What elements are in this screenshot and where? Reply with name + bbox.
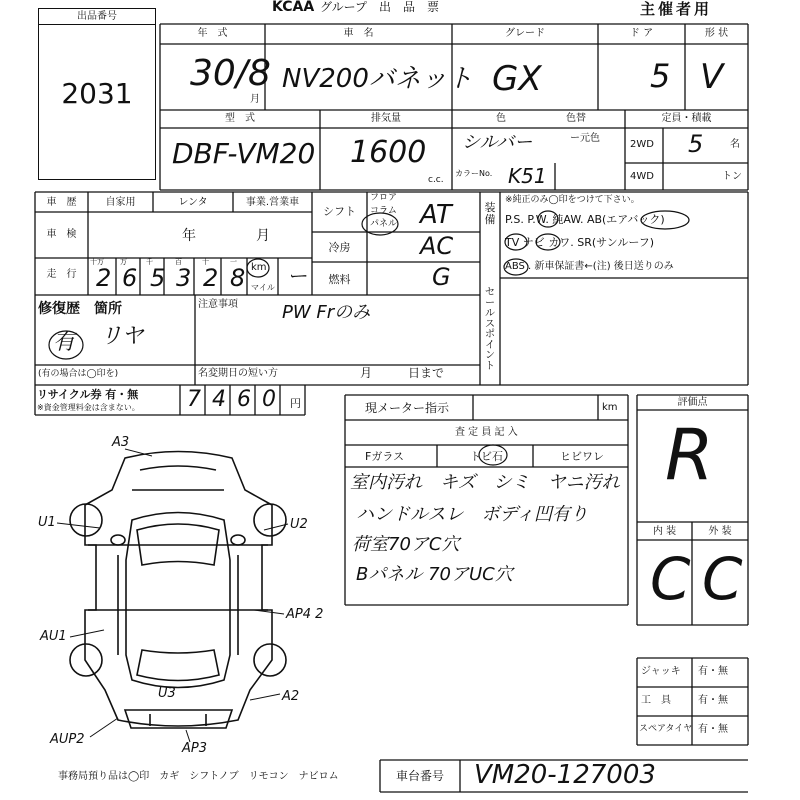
form-title: グループ 出 品 票 xyxy=(320,0,440,14)
recycle-digit: 6 xyxy=(237,387,251,412)
deadline-label: 名変期日の短い方 xyxy=(198,368,278,379)
fuel-label: 燃料 xyxy=(328,273,351,286)
spare-label: スペアタイヤ xyxy=(639,724,693,734)
ac-label: 冷房 xyxy=(328,241,351,254)
mileage-digit: 2 xyxy=(203,264,219,292)
tools-label: 工 具 xyxy=(641,695,671,706)
mileage-digit: 6 xyxy=(122,264,138,292)
spare-yes-no: 有・無 xyxy=(698,724,728,735)
shift-label: シフト xyxy=(323,205,356,218)
load-unit: トン xyxy=(722,171,742,182)
repair-note: (有の場合は◯印を) xyxy=(38,369,119,379)
shift-panel: パネル xyxy=(370,219,398,229)
chassis-value: VM20-127003 xyxy=(474,760,656,790)
name-label: 車 名 xyxy=(343,28,374,39)
shape-label: 形 状 xyxy=(704,28,729,39)
logo: KCAA xyxy=(272,0,315,15)
glass-label: Fガラス xyxy=(365,450,404,463)
shift-floor: フロア xyxy=(370,193,398,203)
lot-label: 出品番号 xyxy=(77,11,117,22)
inspection-year: 年 xyxy=(182,228,196,244)
diagram-annotation: A2 xyxy=(282,689,300,704)
meter-label: 現メーター指示 xyxy=(365,401,450,415)
interior-value: C xyxy=(650,545,691,613)
inspection-line: ハンドルスレ ボディ凹有り xyxy=(356,504,589,525)
equip-row1: P.S. P.W. 純AW. AB(エアバック) xyxy=(505,213,665,226)
color-value: シルバー xyxy=(462,132,533,153)
color-no-value: K51 xyxy=(508,164,547,188)
original-color: ー元色 xyxy=(570,133,600,144)
diagram-annotation: AP4 2 xyxy=(286,607,324,622)
diagram-annotation: U2 xyxy=(290,517,308,532)
inspection-line: 室内汚れ キズ シミ ヤニ汚れ xyxy=(350,472,620,493)
digit-label-1: 万 xyxy=(120,258,127,266)
name-value: NV200バネット xyxy=(282,64,473,94)
tools-yes-no: 有・無 xyxy=(698,695,728,706)
lot-number: 2031 xyxy=(61,77,133,110)
shift-column: コラム xyxy=(370,206,397,216)
year-label: 年 式 xyxy=(197,28,228,39)
displacement-label: 排気量 xyxy=(371,113,401,124)
chassis-label: 車台番号 xyxy=(395,769,444,783)
eval-value: R xyxy=(665,414,714,496)
mileage-digit: 3 xyxy=(176,264,192,292)
meter-unit: km xyxy=(602,402,618,413)
diagram-annotation: AU1 xyxy=(40,629,67,644)
recycle-label: リサイクル券 有・無 xyxy=(37,388,139,401)
recycle-digit: 7 xyxy=(187,387,201,412)
equip-note: ※純正のみ◯印をつけて下さい。 xyxy=(505,195,640,205)
shape-value: V xyxy=(700,57,724,97)
organizer-label: 主催者用 xyxy=(640,0,713,18)
interior-label: 内 装 xyxy=(652,526,677,537)
digit-label-5: 一 xyxy=(230,258,237,266)
deadline-day: 日まで xyxy=(408,366,445,380)
capacity-label: 定員・積載 xyxy=(661,113,712,124)
exterior-label: 外 装 xyxy=(708,526,732,537)
deadline-month: 月 xyxy=(360,366,373,380)
mile-value: ー xyxy=(287,264,307,288)
recycle-digit: 0 xyxy=(262,387,276,412)
color-change-label: 色替 xyxy=(566,113,586,124)
km-label: km xyxy=(251,262,267,273)
diagram-annotation: AUP2 xyxy=(50,732,85,747)
inspection-line: Bパネル 70アUC穴 xyxy=(356,564,513,585)
equip-row2: TV ナビ カワ. SR(サンルーフ) xyxy=(505,236,655,249)
recycle-unit: 円 xyxy=(290,397,301,410)
recycle-sub: ※資金管理料金は含まない。 xyxy=(37,403,140,412)
notes-label: 注意事項 xyxy=(198,299,238,310)
color-no-label: カラーNo. xyxy=(455,169,493,178)
fuel-value: G xyxy=(432,263,451,291)
jack-yes-no: 有・無 xyxy=(698,666,728,677)
grade-value: GX xyxy=(492,59,542,99)
drive-4wd: 4WD xyxy=(630,171,654,182)
sales-point-label: セールスポイント xyxy=(485,287,495,372)
digit-label-4: 十 xyxy=(202,258,209,266)
color-label: 色 xyxy=(496,113,506,124)
digit-label-0: 十万 xyxy=(90,258,104,266)
cc-unit: c.c. xyxy=(428,175,444,185)
drive-2wd: 2WD xyxy=(630,139,654,150)
diagram-annotation: A3 xyxy=(112,435,130,450)
doors-label: ド ア xyxy=(629,28,654,39)
repair-label: 修復歴 箇所 xyxy=(38,301,122,317)
model-label: 型 式 xyxy=(225,113,255,124)
chip-label: トビ石 xyxy=(470,450,503,463)
notes-value: PW Frのみ xyxy=(282,302,371,323)
mileage-label: 走 行 xyxy=(46,269,77,280)
equip-row3: ABS . 新車保証書←(注) 後日送りのみ xyxy=(505,261,674,272)
car-diagram xyxy=(70,452,286,729)
diagram-annotation: U3 xyxy=(158,686,176,701)
crack-label: ヒビワレ xyxy=(560,450,604,463)
diagram-annotation: U1 xyxy=(38,515,56,530)
mileage-digit: 5 xyxy=(150,264,166,292)
recycle-digit: 4 xyxy=(212,387,226,412)
inspection-label: 車 検 xyxy=(46,229,77,240)
diagram-annotation: AP3 xyxy=(182,741,208,756)
repair-circle-value: 有 xyxy=(53,330,76,355)
inspection-line: 荷室70アC穴 xyxy=(352,534,460,555)
shift-value: AT xyxy=(420,200,452,230)
mileage-digit: 2 xyxy=(96,264,112,292)
exterior-value: C xyxy=(702,545,743,613)
eval-label: 評価点 xyxy=(677,397,708,408)
mile-label: マイル xyxy=(251,283,275,292)
capacity-unit: 名 xyxy=(730,139,740,150)
mileage-digit: 8 xyxy=(230,264,246,292)
year-value: 30/8 xyxy=(190,53,271,94)
displacement-value: 1600 xyxy=(350,135,427,170)
capacity-value: 5 xyxy=(688,130,704,158)
history-label: 車 歴 xyxy=(46,197,77,208)
digit-label-2: 千 xyxy=(146,258,153,266)
grade-label: グレード xyxy=(505,28,545,39)
model-value: DBF-VM20 xyxy=(172,137,316,170)
month-unit: 月 xyxy=(250,94,260,105)
digit-label-3: 百 xyxy=(175,258,182,266)
repair-location: リヤ xyxy=(100,324,144,349)
jack-label: ジャッキ xyxy=(641,666,681,677)
history-business: 事業.営業車 xyxy=(245,197,300,208)
equip-label: 装備 xyxy=(484,201,496,226)
doors-value: 5 xyxy=(650,57,671,95)
history-rental: レンタ xyxy=(178,197,208,208)
ac-value: AC xyxy=(420,232,454,260)
office-note: 事務局預り品は◯印 カギ シフトノブ リモコン ナビロム xyxy=(58,771,339,782)
history-private: 自家用 xyxy=(105,197,136,208)
inspector-label: 査 定 員 記 入 xyxy=(455,427,518,438)
inspection-month: 月 xyxy=(256,228,270,244)
